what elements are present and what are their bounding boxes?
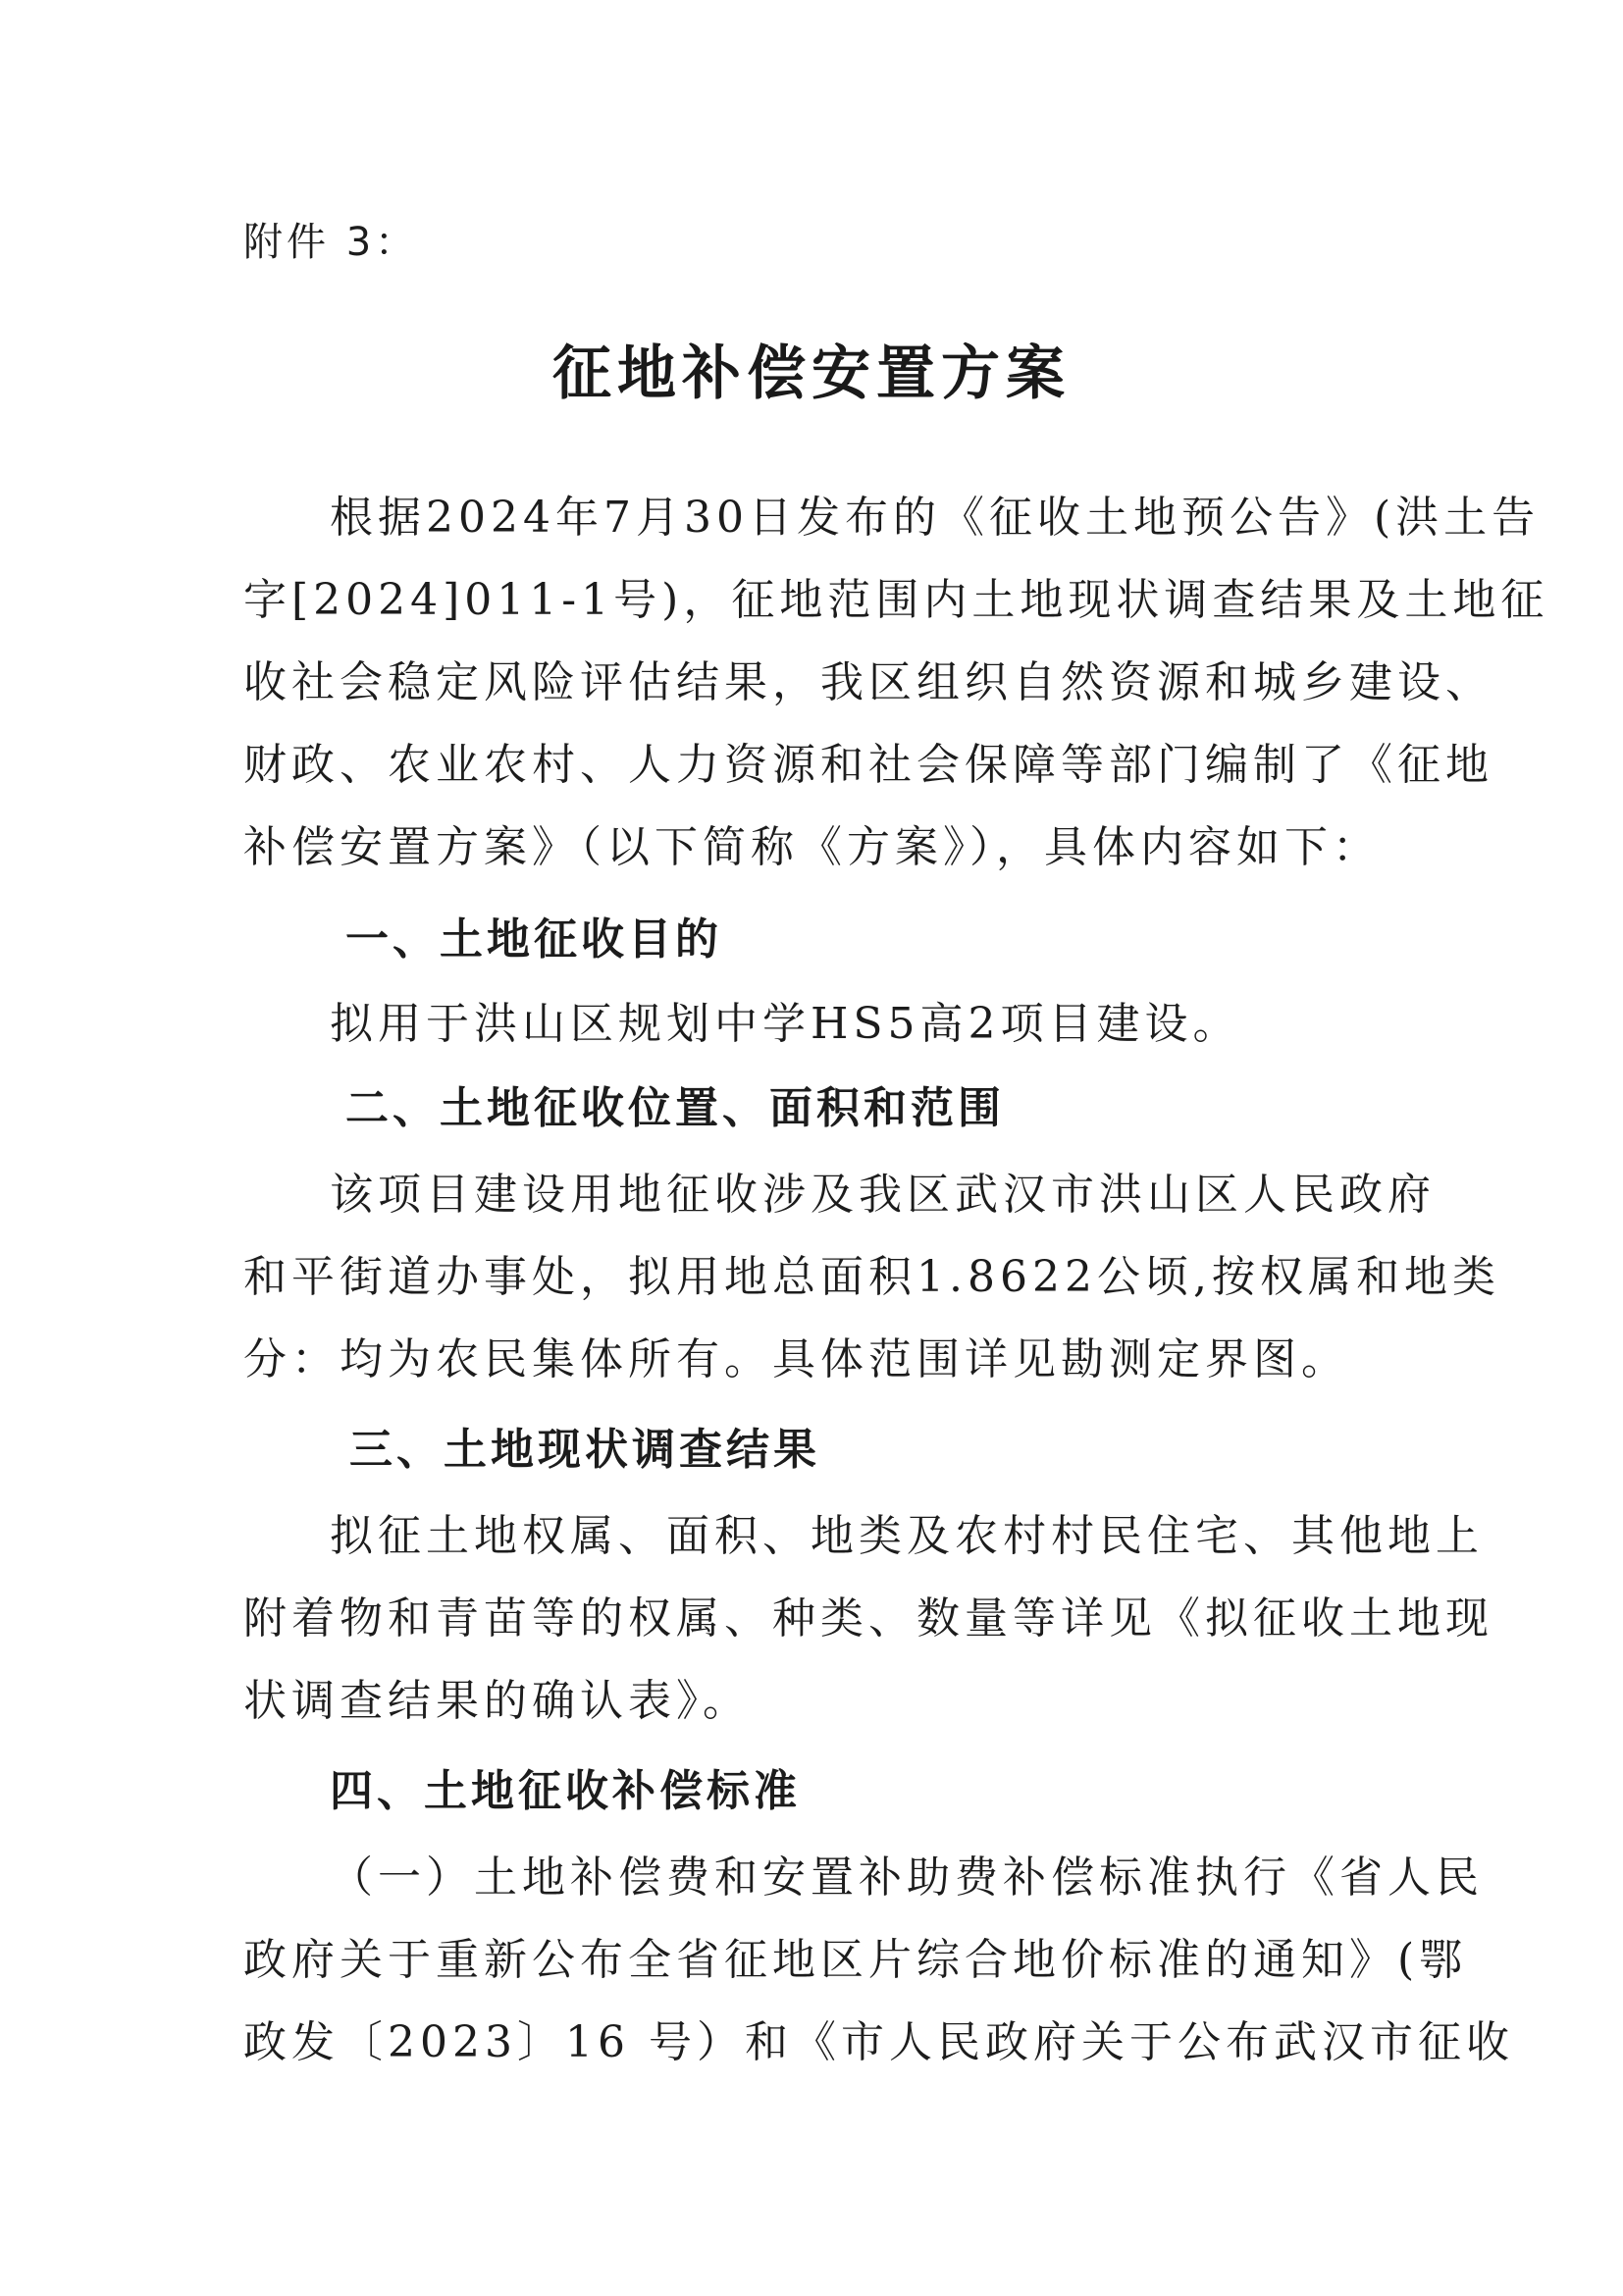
section-heading: 一、土地征收目的: [345, 914, 722, 965]
section-line: 附着物和青苗等的权属、种类、数量等详见《拟征收土地现: [243, 1593, 1493, 1644]
intro-line: 财政、农业农村、人力资源和社会保障等部门编制了《征地: [243, 740, 1493, 790]
section-line: 政发〔2023〕16 号）和《市人民政府关于公布武汉市征收: [243, 2017, 1514, 2067]
attachment-label: 附件 3：: [243, 220, 419, 265]
intro-line: 字[2024]011-1号)，征地范围内土地现状调查结果及土地征: [243, 575, 1549, 625]
section-line: 和平街道办事处，拟用地总面积1.8622公顷,按权属和地类: [243, 1252, 1500, 1302]
section-line: 拟征土地权属、面积、地类及农村村民住宅、其他地上: [330, 1511, 1484, 1561]
intro-line: 收社会稳定风险评估结果，我区组织自然资源和城乡建设、: [243, 657, 1493, 707]
section-heading: 四、土地征收补偿标准: [330, 1766, 801, 1816]
intro-line: 根据2024年7月30日发布的《征收土地预公告》(洪土告: [330, 493, 1541, 543]
section-line: （一）土地补偿费和安置补助费补偿标准执行《省人民: [330, 1852, 1484, 1903]
section-heading: 三、土地现状调查结果: [349, 1425, 820, 1475]
section-line: 该项目建设用地征收涉及我区武汉市洪山区人民政府: [330, 1170, 1436, 1220]
intro-line: 补偿安置方案》（以下简称《方案》），具体内容如下：: [243, 822, 1381, 872]
section-heading: 二、土地征收位置、面积和范围: [345, 1083, 1005, 1133]
section-line: 政府关于重新公布全省征地区片综合地价标准的通知》(鄂: [243, 1935, 1468, 1985]
section-line: 拟用于洪山区规划中学HS5高2项目建设。: [330, 999, 1241, 1049]
section-line: 状调查结果的确认表》。: [243, 1676, 751, 1726]
document-title: 征地补偿安置方案: [552, 339, 1071, 408]
section-line: 分：均为农民集体所有。具体范围详见勘测定界图。: [243, 1334, 1349, 1384]
